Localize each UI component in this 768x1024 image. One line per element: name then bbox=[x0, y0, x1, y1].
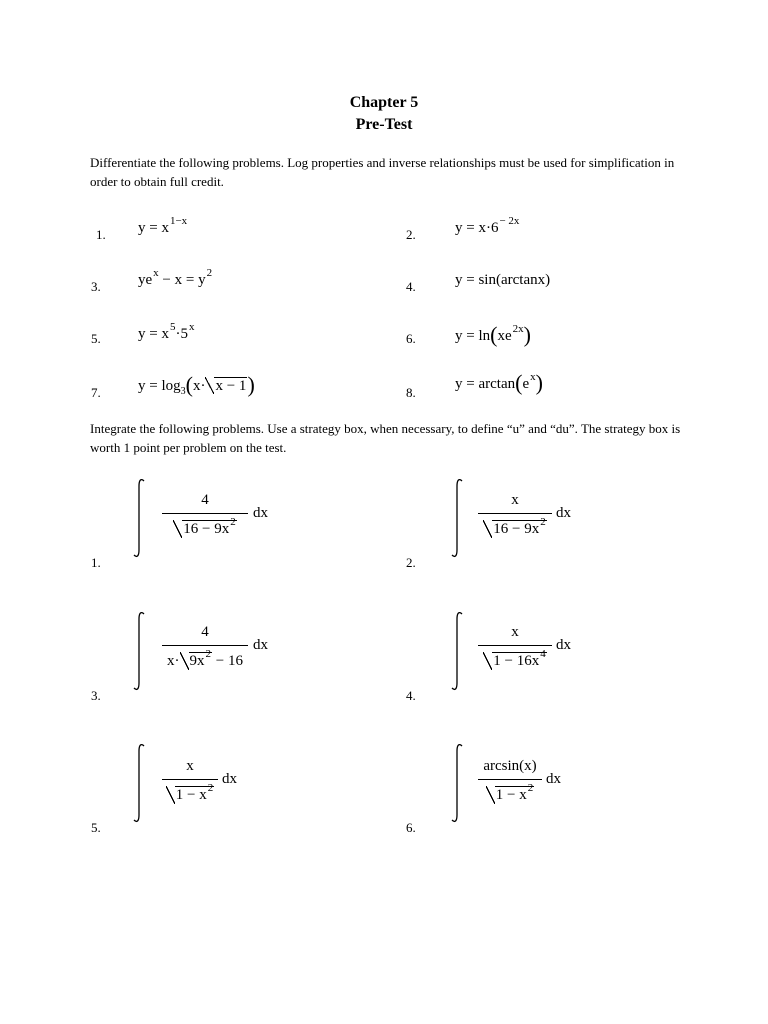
fraction bbox=[162, 622, 248, 672]
exponent: 2 bbox=[207, 782, 214, 794]
fraction-bar bbox=[478, 645, 552, 646]
fraction bbox=[478, 622, 552, 672]
fraction bbox=[478, 490, 552, 540]
square-root bbox=[189, 648, 213, 671]
denominator bbox=[162, 650, 248, 672]
expression-base: y = x·6 bbox=[455, 220, 499, 236]
numerator: 4 bbox=[201, 624, 209, 640]
close-paren: ) bbox=[523, 322, 531, 347]
fraction-bar bbox=[162, 513, 248, 514]
problem-number: 4. bbox=[406, 688, 416, 703]
square-root bbox=[492, 516, 546, 539]
numerator: arcsin(x) bbox=[483, 758, 537, 774]
integral-sign-icon bbox=[132, 743, 146, 823]
open-paren: ( bbox=[490, 322, 498, 347]
problem-number: 2. bbox=[406, 555, 416, 570]
numerator: 4 bbox=[201, 492, 209, 508]
expression-part: − x = y bbox=[158, 272, 206, 288]
expression-part: ·5 bbox=[175, 326, 188, 342]
radicand: 1 − x bbox=[175, 787, 207, 803]
expression-base: y = x bbox=[138, 220, 169, 236]
integral-sign-icon bbox=[450, 743, 464, 823]
differential: dx bbox=[556, 505, 571, 521]
fraction bbox=[162, 756, 218, 806]
exponent: 2 bbox=[527, 782, 534, 794]
fraction-bar bbox=[478, 779, 542, 780]
square-root bbox=[182, 516, 236, 539]
denominator-prefix: x· bbox=[167, 653, 180, 669]
expression-part: y = ln bbox=[455, 328, 491, 344]
differentiate-instructions: Differentiate the following problems. Log properties and inverse relationships must be used for simplification in order to obtain full credit. bbox=[90, 155, 675, 189]
denominator bbox=[162, 518, 248, 540]
exponent: x bbox=[530, 371, 536, 383]
derivative-problem-1 bbox=[138, 215, 188, 237]
derivative-problem-8 bbox=[455, 368, 543, 394]
radicand: 16 − 9x bbox=[493, 521, 540, 537]
chapter-title: Chapter 5 bbox=[349, 94, 419, 111]
derivative-problem-6 bbox=[455, 320, 531, 346]
derivative-problem-2 bbox=[455, 215, 520, 237]
problem-number: 8. bbox=[406, 385, 416, 400]
radicand: 16 − 9x bbox=[183, 521, 230, 537]
expression-part: y = x bbox=[138, 326, 169, 342]
denominator-suffix: − 16 bbox=[212, 653, 243, 669]
problem-number: 6. bbox=[406, 820, 416, 835]
denominator bbox=[478, 650, 552, 672]
problem-number: 7. bbox=[91, 385, 101, 400]
fraction-bar bbox=[478, 513, 552, 514]
differential: dx bbox=[222, 771, 237, 787]
numerator: x bbox=[511, 492, 519, 508]
problem-number: 1. bbox=[91, 555, 101, 570]
radicand: 1 − x bbox=[495, 787, 527, 803]
square-root bbox=[175, 782, 214, 805]
problem-number: 4. bbox=[406, 279, 416, 294]
exponent: 2 bbox=[230, 516, 236, 528]
exponent: x bbox=[153, 267, 159, 279]
exponent: 2 bbox=[540, 516, 546, 528]
exponent: 2x bbox=[512, 323, 524, 335]
problem-number: 6. bbox=[406, 331, 416, 346]
open-paren: ( bbox=[515, 370, 523, 395]
exponent: 1−x bbox=[169, 215, 188, 227]
numerator: x bbox=[511, 624, 519, 640]
exponent: − 2x bbox=[499, 215, 520, 227]
log-base: 3 bbox=[180, 386, 186, 397]
exponent: 5 bbox=[169, 321, 176, 333]
expression-part: e bbox=[522, 376, 530, 392]
integral-sign-icon bbox=[132, 611, 146, 691]
exponent: 4 bbox=[540, 648, 546, 660]
radicand: 1 − 16x bbox=[493, 653, 540, 669]
expression-part: y = log bbox=[138, 378, 181, 394]
radicand: 9x bbox=[189, 653, 205, 669]
exponent: 2 bbox=[206, 267, 213, 279]
close-paren: ) bbox=[247, 372, 255, 397]
expression-part: ye bbox=[138, 272, 153, 288]
expression-part: y = arctan bbox=[455, 376, 516, 392]
problem-number: 2. bbox=[406, 227, 416, 242]
page-subtitle: Pre-Test bbox=[355, 116, 413, 133]
denominator bbox=[162, 784, 218, 806]
expression-part: x· bbox=[192, 378, 206, 394]
exponent: 2 bbox=[205, 648, 212, 660]
fraction-bar bbox=[162, 779, 218, 780]
problem-number: 1. bbox=[96, 227, 106, 242]
differential: dx bbox=[253, 637, 268, 653]
derivative-problem-7 bbox=[138, 370, 255, 396]
numerator: x bbox=[186, 758, 194, 774]
problem-number: 5. bbox=[91, 820, 101, 835]
problem-number: 5. bbox=[91, 331, 101, 346]
derivative-problem-3 bbox=[138, 267, 213, 289]
square-root bbox=[495, 782, 534, 805]
expression-part: xe bbox=[497, 328, 512, 344]
close-paren: ) bbox=[535, 370, 543, 395]
open-paren: ( bbox=[185, 372, 193, 397]
fraction-bar bbox=[162, 645, 248, 646]
integrate-instructions: Integrate the following problems. Use a strategy box, when necessary, to define “u” and “du”. The strategy box is worth 1 point per problem on the test. bbox=[90, 421, 681, 455]
fraction bbox=[478, 756, 542, 806]
derivative-problem-5 bbox=[138, 321, 195, 343]
differential: dx bbox=[253, 505, 268, 521]
square-root bbox=[492, 648, 546, 671]
integral-sign-icon bbox=[450, 478, 464, 558]
differential: dx bbox=[556, 637, 571, 653]
fraction bbox=[162, 490, 248, 540]
integral-sign-icon bbox=[450, 611, 464, 691]
integral-sign-icon bbox=[132, 478, 146, 558]
denominator bbox=[478, 784, 542, 806]
differential: dx bbox=[546, 771, 561, 787]
derivative-problem-4: y = sin(arctanx) bbox=[455, 272, 551, 288]
problem-number: 3. bbox=[91, 279, 101, 294]
denominator bbox=[478, 518, 552, 540]
exponent: x bbox=[188, 321, 195, 333]
problem-number: 3. bbox=[91, 688, 101, 703]
square-root: x − 1 bbox=[215, 378, 247, 394]
